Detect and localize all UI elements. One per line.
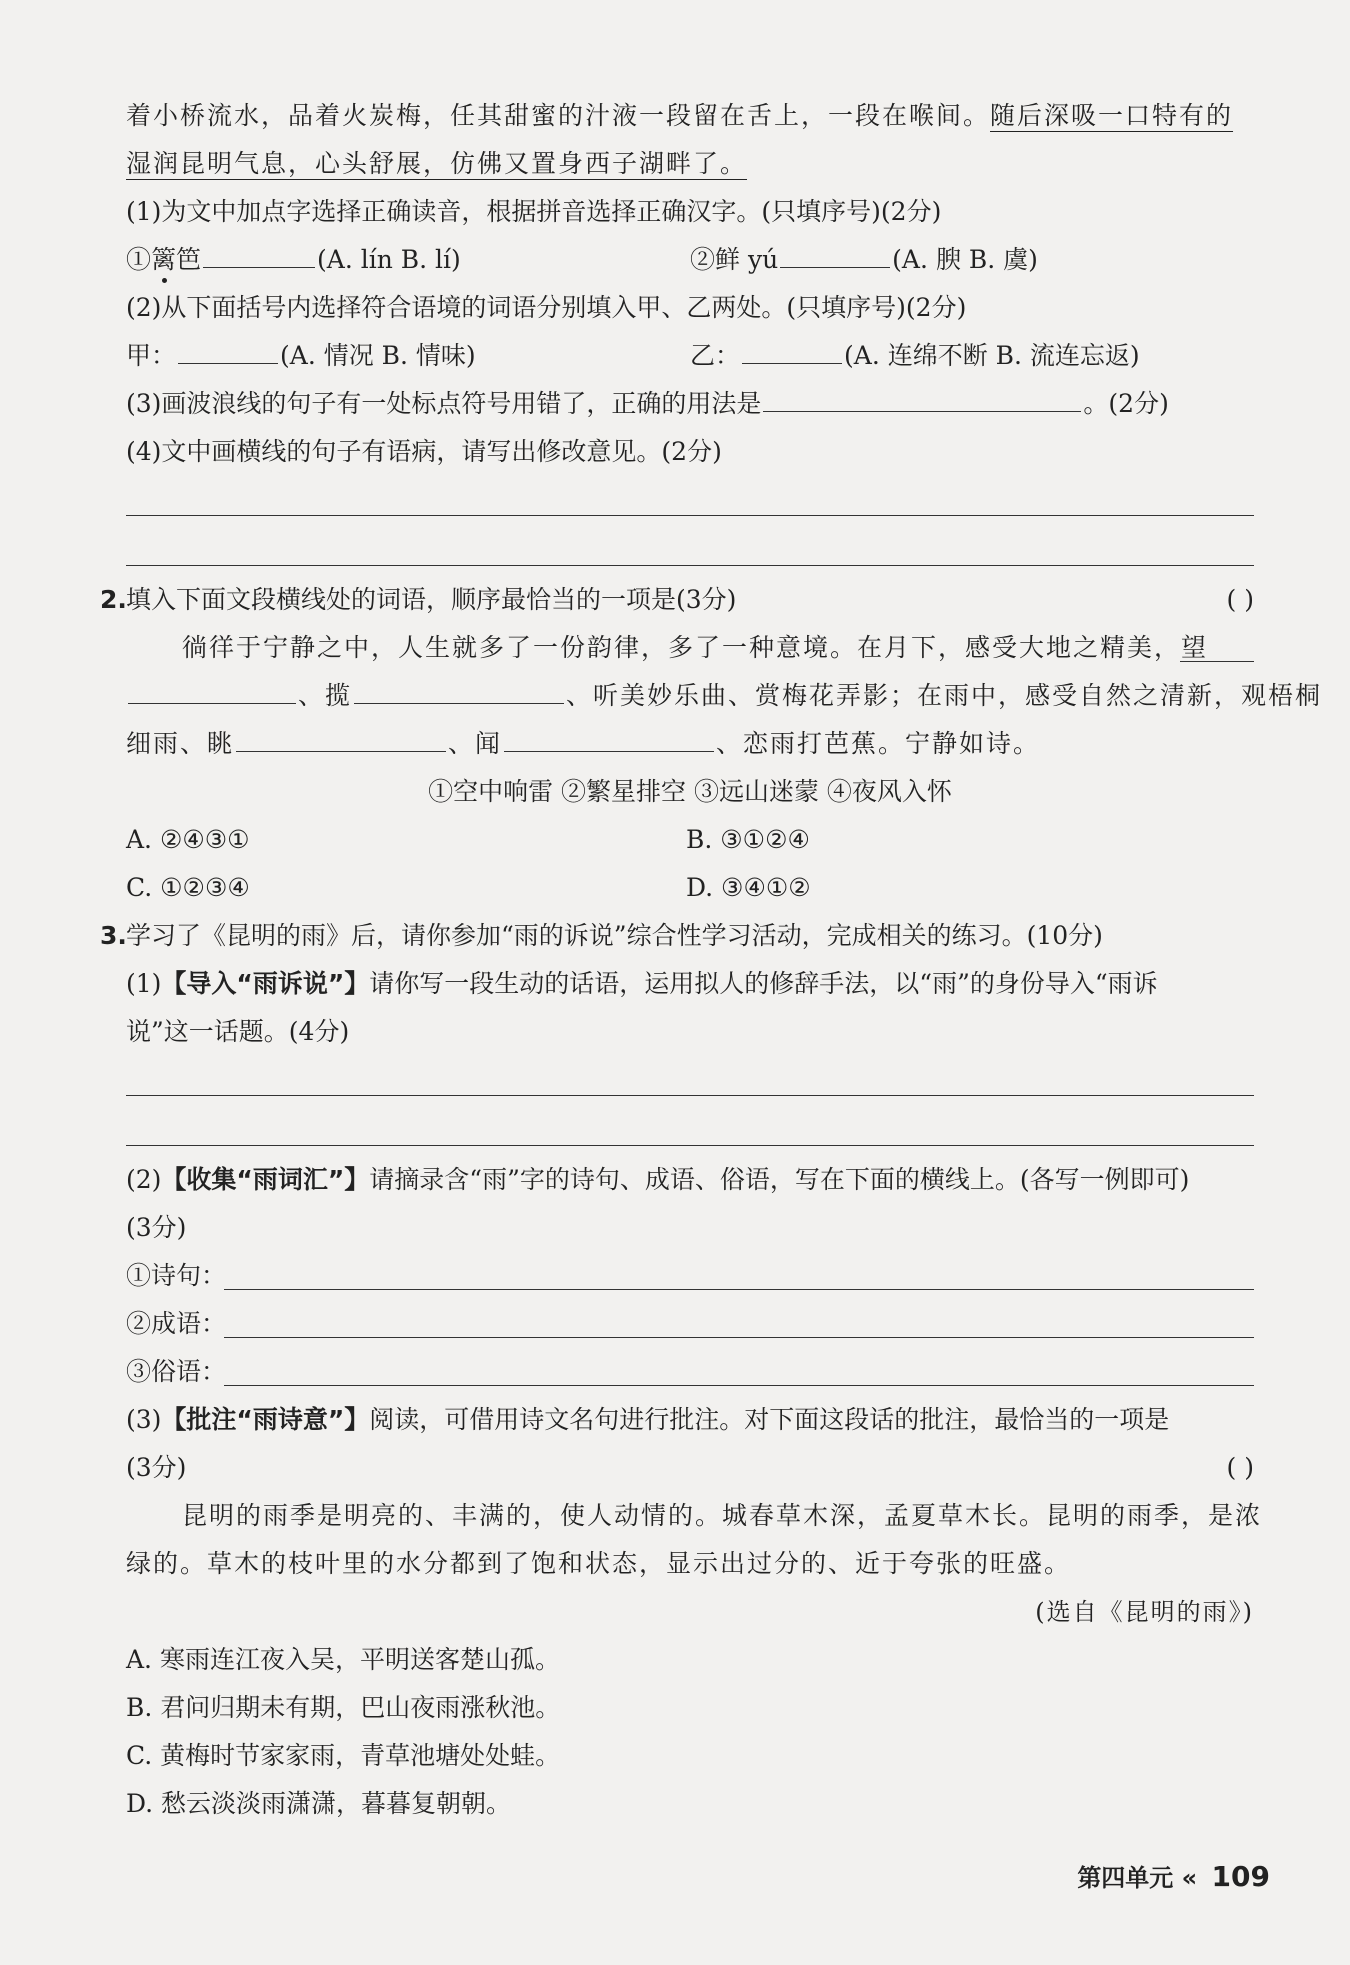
- q3-stem: 3. 学习了《昆明的雨》后，请你参加“雨的诉说”综合性学习活动，完成相关的练习。(10分): [100, 921, 1103, 950]
- q1-sub2: (2)从下面括号内选择符合语境的词语分别填入甲、乙两处。(只填序号)(2分): [126, 293, 967, 322]
- answer-blank[interactable]: [354, 679, 564, 704]
- answer-line[interactable]: [126, 1106, 1254, 1156]
- option-d[interactable]: D. ③④①②: [686, 873, 811, 902]
- passage-line-1: 着小桥流水，品着火炭梅，任其甜蜜的汁液一段留在舌上，一段在喉间。随后深吸一口特有的: [126, 101, 1234, 130]
- q2-options-row-2: [126, 864, 1254, 912]
- q3-sub1: (1)【导入“雨诉说”】请你写一段生动的话语，运用拟人的修辞手法，以“雨”的身份导入“雨诉: [126, 969, 1158, 998]
- q2-choices: ①空中响雷 ②繁星排空 ③远山迷蒙 ④夜风入怀: [428, 777, 952, 806]
- q3-option-b[interactable]: B. 君问归期未有期，巴山夜雨涨秋池。: [126, 1693, 561, 1722]
- passage-source: (选自《昆明的雨》): [1035, 1598, 1254, 1626]
- q2-passage-line-3: 细雨、眺 、闻 、恋雨打芭蕉。宁静如诗。: [126, 729, 1041, 758]
- q3-sub1-cont: 说”这一话题。(4分): [126, 1017, 350, 1046]
- answer-line[interactable]: [126, 1056, 1254, 1106]
- double-chevron-icon: «: [1181, 1864, 1198, 1892]
- page-footer: [1077, 1858, 1270, 1893]
- q3-sub3: (3)【批注“雨诗意”】阅读，可借用诗文名句进行批注。对下面这段话的批注，最恰当的一项是: [126, 1405, 1170, 1434]
- q3-sub2-score: (3分): [126, 1213, 187, 1242]
- q3-poem-line: ①诗句：: [126, 1252, 1254, 1300]
- q2-options-row-1: [126, 816, 1254, 864]
- answer-blank-1a[interactable]: [203, 243, 315, 268]
- q3-passage-line-1: 昆明的雨季是明亮的、丰满的，使人动情的。城春草木深，孟夏草木长。昆明的雨季，是浓: [182, 1501, 1263, 1530]
- q2-passage-line-1: 徜徉于宁静之中，人生就多了一份韵律，多了一种意境。在月下，感受大地之精美，望: [126, 624, 1254, 672]
- q1-sub2-options: 甲： (A. 情况 B. 情味) 乙： (A. 连绵不断 B. 流连忘返): [126, 341, 1140, 370]
- answer-blank[interactable]: [1180, 661, 1254, 662]
- q1-sub3: (3)画波浪线的句子有一处标点符号用错了，正确的用法是 。(2分): [126, 389, 1169, 418]
- q2-passage-line-2: 、揽 、听美妙乐曲、赏梅花弄影；在雨中，感受自然之清新，观梧桐: [126, 672, 1254, 720]
- answer-line-poem[interactable]: [224, 1289, 1254, 1290]
- unit-label: 第四单元: [1077, 1864, 1174, 1892]
- answer-blank-jia[interactable]: [178, 339, 278, 364]
- answer-line[interactable]: [126, 476, 1254, 526]
- passage-line-2: [126, 140, 1254, 188]
- option-c[interactable]: C. ①②③④: [126, 873, 250, 902]
- underlined-sentence-part-2: 湿润昆明气息，心头舒展，仿佛又置身西子湖畔了。: [126, 149, 748, 178]
- answer-bracket[interactable]: ( ): [1226, 585, 1254, 614]
- page-number: 109: [1211, 1860, 1270, 1893]
- answer-blank[interactable]: [236, 727, 446, 752]
- q3-option-a[interactable]: A. 寒雨连江夜入吴，平明送客楚山孤。: [126, 1645, 560, 1674]
- q1-sub1-options: ①篱笆 (A. lín B. lí) ②鲜 yú (A. 腴 B. 虞): [126, 245, 1038, 274]
- answer-bracket[interactable]: ( ): [1226, 1453, 1254, 1482]
- answer-blank-punctuation[interactable]: [763, 387, 1081, 412]
- answer-blank[interactable]: [504, 727, 714, 752]
- option-a[interactable]: A. ②④③①: [126, 825, 250, 854]
- q1-sub4: (4)文中画横线的句子有语病，请写出修改意见。(2分): [126, 437, 722, 466]
- q3-idiom-line: ②成语：: [126, 1300, 1254, 1348]
- underlined-sentence-part-1: 随后深吸一口特有的: [990, 101, 1234, 130]
- q3-option-d[interactable]: D. 愁云淡淡雨潇潇，暮暮复朝朝。: [126, 1789, 512, 1818]
- answer-blank-1b[interactable]: [780, 243, 890, 268]
- q3-proverb-line: ③俗语：: [126, 1348, 1254, 1396]
- answer-blank[interactable]: [128, 679, 296, 704]
- q3-sub3-score: (3分) ( ): [126, 1444, 1254, 1492]
- q3-sub2: (2)【收集“雨词汇”】请摘录含“雨”字的诗句、成语、俗语，写在下面的横线上。(各写一例即可): [126, 1165, 1190, 1194]
- answer-line[interactable]: [126, 526, 1254, 576]
- q3-passage-line-2: 绿的。草木的枝叶里的水分都到了饱和状态，显示出过分的、近于夸张的旺盛。: [126, 1549, 1072, 1578]
- q1-sub1: (1)为文中加点字选择正确读音，根据拼音选择正确汉字。(只填序号)(2分): [126, 197, 942, 226]
- answer-blank-yi[interactable]: [742, 339, 842, 364]
- q2-stem: 2. 填入下面文段横线处的词语，顺序最恰当的一项是(3分) ( ): [126, 576, 1254, 624]
- answer-line-idiom[interactable]: [224, 1337, 1254, 1338]
- answer-line-proverb[interactable]: [224, 1385, 1254, 1386]
- option-b[interactable]: B. ③①②④: [686, 825, 810, 854]
- q3-option-c[interactable]: C. 黄梅时节家家雨，青草池塘处处蛙。: [126, 1741, 561, 1770]
- dotted-char: 篱: [151, 245, 177, 274]
